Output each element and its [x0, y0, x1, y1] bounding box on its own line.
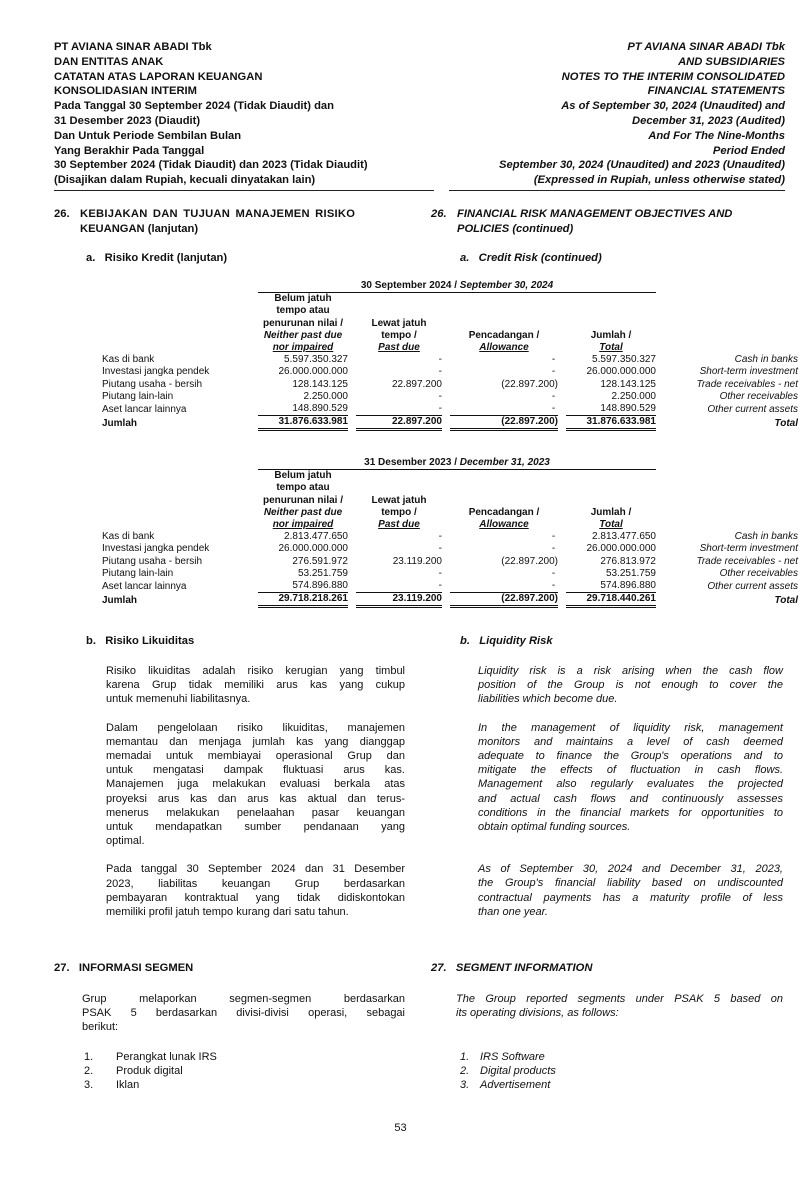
- cell-value: 5.597.350.327: [592, 354, 656, 366]
- text-line: Dalam pengelolaan risiko likuiditas, manajemen: [106, 721, 405, 734]
- column-header: [450, 293, 558, 355]
- row-label: Investasi jangka pendek: [102, 543, 210, 555]
- table-row: [102, 379, 798, 391]
- column-header-line: penurunan nilai /: [262, 494, 343, 506]
- cell-value: -: [551, 531, 558, 543]
- text-line: The Group reported segments under PSAK 5 based on: [456, 993, 783, 1005]
- cell-value: (22.897.200): [450, 416, 558, 430]
- segment-text-id: [82, 992, 405, 1035]
- text-line: adequate to finance the Group's operations and to: [478, 750, 783, 763]
- table-row: [102, 403, 798, 416]
- text-line: liabilities which become due.: [478, 693, 618, 706]
- spacer: [102, 457, 258, 470]
- column-header-line: tempo atau: [276, 305, 330, 317]
- text-line: memantau dan menjaga jumlah kas yang dianggap: [106, 735, 405, 748]
- list-text: Iklan: [116, 1079, 140, 1092]
- text-line: untuk mengatasi dampak fluktuasi arus kas.: [106, 764, 405, 777]
- column-header-line: Lewat jatuh: [371, 494, 427, 506]
- header-line: (Expressed in Rupiah, unless otherwise stated): [533, 174, 785, 187]
- text-line: obtain optimal funding sources.: [478, 821, 631, 834]
- list-text: Perangkat lunak IRS: [116, 1051, 217, 1063]
- period-header: [258, 457, 656, 470]
- cell-value: 22.897.200: [391, 378, 442, 390]
- header-line: As of September 30, 2024 (Unaudited) and: [561, 100, 785, 113]
- list-text: Digital products: [480, 1065, 556, 1078]
- row-label: Jumlah: [102, 417, 138, 429]
- spacer: [348, 403, 356, 416]
- list-number: 2.: [84, 1065, 94, 1078]
- column-header-line: Belum jatuh: [274, 470, 332, 482]
- header-left-rule: [54, 190, 434, 191]
- list-number: 2.: [460, 1065, 470, 1078]
- row-label: Piutang usaha - bersih: [102, 378, 203, 390]
- liquidity-text-en: [478, 664, 783, 919]
- header-line: Period Ended: [712, 144, 785, 157]
- text-line: position of the Group is not enough to cover the: [478, 679, 783, 692]
- header-line: 31 Desember 2023 (Diaudit): [54, 114, 201, 127]
- column-header: [258, 470, 348, 532]
- cell-value: 574.896.880: [258, 580, 348, 593]
- spacer: [558, 416, 566, 430]
- subsection-b-title-id: b. Risiko Likuiditas: [86, 635, 195, 647]
- spacer: [348, 379, 356, 391]
- row-label-en: Total: [774, 417, 798, 429]
- spacer: [442, 366, 450, 378]
- spacer: [442, 580, 450, 593]
- cell-value: 276.813.972: [600, 555, 656, 567]
- row-label-en: Other current assets: [707, 403, 798, 415]
- cell-value: -: [551, 354, 558, 366]
- spacer: [102, 470, 258, 532]
- section-title-line1: KEBIJAKAN DAN TUJUAN MANAJEMEN RISIKO: [80, 208, 356, 220]
- spacer: [442, 379, 450, 391]
- column-header-line: Past due: [378, 342, 420, 354]
- column-header-line: penurunan nilai /: [262, 317, 343, 329]
- header-line: September 30, 2024 (Unaudited) and 2023 (Unaudited): [499, 159, 785, 172]
- spacer: [348, 543, 356, 555]
- cell-value: (22.897.200): [501, 378, 558, 390]
- list-number: 3.: [84, 1079, 94, 1092]
- paragraph: [106, 664, 405, 707]
- column-header-line: Allowance: [479, 519, 529, 531]
- text-line: conditions in the financial markets for opportunities to: [478, 806, 783, 819]
- spacer: [348, 568, 356, 580]
- period-en: September 30, 2024: [459, 280, 554, 291]
- period-id: 30 September 2024 /: [360, 280, 460, 291]
- row-label-en: Total: [774, 594, 798, 606]
- cell-value: 148.890.529: [566, 403, 656, 416]
- cell-value: (22.897.200): [501, 555, 558, 567]
- row-label-en: Other current assets: [707, 580, 798, 592]
- row-label-en: Other receivables: [719, 567, 798, 579]
- spacer: [558, 293, 566, 355]
- header-line: Yang Berakhir Pada Tanggal: [54, 144, 205, 157]
- cell-value: -: [438, 390, 442, 402]
- paragraph: [106, 721, 405, 849]
- row-label: Aset lancar lainnya: [102, 580, 187, 592]
- text-line: Management also regularly evaluates the projected: [478, 778, 783, 791]
- text-line: memiliki profil jatuh tempo kurang dari satu tahun.: [106, 906, 349, 919]
- row-label-en: Other receivables: [719, 390, 798, 402]
- column-header-line: Total: [599, 342, 623, 354]
- text-line: contractual payments has a maturity profile of less: [478, 891, 783, 904]
- credit-risk-table-2023: [102, 457, 798, 608]
- text-line: Liquidity risk is a risk arising when the cash flow: [478, 665, 783, 677]
- column-header-line: Neither past due: [263, 506, 343, 518]
- spacer: [442, 470, 450, 532]
- spacer: [558, 531, 566, 543]
- text-line: menerus melakukan penelaahan pasar keuangan: [106, 806, 405, 819]
- text-line: monitors and maintains a level of cash deemed: [478, 735, 783, 748]
- column-header-line: tempo /: [381, 506, 417, 518]
- cell-value: -: [450, 403, 558, 416]
- spacer: [442, 556, 450, 568]
- cell-value: -: [438, 567, 442, 579]
- cell-value: 2.250.000: [303, 390, 348, 402]
- spacer: [442, 391, 450, 403]
- spacer: [348, 391, 356, 403]
- section-number: 26.: [431, 208, 447, 220]
- total-row: [102, 416, 798, 430]
- column-header-line: Neither past due: [263, 329, 343, 341]
- spacer: [348, 416, 356, 430]
- spacer: [348, 580, 356, 593]
- table-row: [102, 366, 798, 378]
- text-line: optimal.: [106, 835, 145, 848]
- section-title-line1: FINANCIAL RISK MANAGEMENT OBJECTIVES AND: [457, 208, 733, 220]
- column-header: [566, 293, 656, 355]
- spacer: [102, 280, 258, 293]
- header-right: [425, 40, 785, 188]
- table-row: [102, 543, 798, 555]
- list-number: 3.: [460, 1079, 470, 1092]
- header-line: AND SUBSIDIARIES: [678, 55, 785, 68]
- cell-value: 574.896.880: [566, 580, 656, 593]
- text-line: than one year.: [478, 905, 548, 918]
- header-line: Pada Tanggal 30 September 2024 (Tidak Diaudit) dan: [54, 100, 334, 113]
- cell-value: 26.000.000.000: [586, 543, 656, 555]
- spacer: [442, 293, 450, 355]
- subsection-b-title-en: b. Liquidity Risk: [460, 635, 553, 647]
- section-27-title-id: 27. INFORMASI SEGMEN: [54, 962, 194, 974]
- column-header-line: Pencadangan /: [468, 506, 540, 518]
- column-header-line: nor impaired: [272, 519, 334, 531]
- column-header-line: Past due: [378, 519, 420, 531]
- cell-value: 5.597.350.327: [284, 354, 348, 366]
- table-row: [102, 556, 798, 568]
- spacer: [656, 280, 798, 293]
- text-line: PSAK 5 berdasarkan divisi-divisi operasi, sebagai: [82, 1007, 405, 1020]
- table-row: [102, 391, 798, 403]
- column-header-line: Total: [599, 519, 623, 531]
- text-line: its operating divisions, as follows:: [456, 1007, 619, 1020]
- column-header-line: Jumlah /: [590, 329, 632, 341]
- spacer: [558, 580, 566, 593]
- paragraph: [478, 862, 783, 919]
- spacer: [558, 379, 566, 391]
- row-label-en: Trade receivables - net: [696, 378, 798, 390]
- cell-value: -: [551, 366, 558, 378]
- spacer: [102, 293, 258, 355]
- cell-value: 29.718.440.261: [566, 593, 656, 607]
- column-header: [356, 470, 442, 532]
- row-label-en: Trade receivables - net: [696, 555, 798, 567]
- list-item: [460, 1050, 556, 1064]
- column-header: [450, 470, 558, 532]
- row-label: Kas di bank: [102, 354, 155, 366]
- spacer: [558, 568, 566, 580]
- list-item: [84, 1064, 217, 1078]
- cell-value: 23.119.200: [392, 555, 442, 567]
- header-line: (Disajikan dalam Rupiah, kecuali dinyatakan lain): [54, 174, 316, 187]
- cell-value: -: [356, 403, 442, 416]
- list-text: IRS Software: [480, 1051, 545, 1063]
- column-header-line: tempo atau: [276, 482, 330, 494]
- cell-value: 128.143.125: [600, 378, 656, 390]
- table-row: [102, 568, 798, 580]
- header-line: And For The Nine-Months: [648, 129, 785, 142]
- cell-value: -: [438, 531, 442, 543]
- list-text: Advertisement: [480, 1079, 551, 1092]
- cell-value: 23.119.200: [356, 593, 442, 607]
- row-label: Jumlah: [102, 594, 138, 606]
- row-label-en: Short-term investment: [699, 543, 798, 555]
- section-number: 26.: [54, 208, 70, 220]
- spacer: [558, 556, 566, 568]
- spacer: [656, 457, 798, 470]
- paragraph: [478, 721, 783, 835]
- cell-value: 128.143.125: [292, 378, 348, 390]
- list-item: [460, 1078, 556, 1092]
- cell-value: 31.876.633.981: [566, 416, 656, 430]
- credit-risk-table-2024: [102, 280, 798, 431]
- spacer: [656, 293, 798, 355]
- cell-value: (22.897.200): [450, 593, 558, 607]
- spacer: [442, 354, 450, 366]
- text-line: the Group's financial liability based on undiscounted: [478, 877, 783, 890]
- row-label: Kas di bank: [102, 531, 155, 543]
- spacer: [348, 366, 356, 378]
- spacer: [442, 416, 450, 430]
- column-header-line: Lewat jatuh: [371, 317, 427, 329]
- list-number: 1.: [84, 1051, 94, 1063]
- cell-value: -: [551, 543, 558, 555]
- header-line: KONSOLIDASIAN INTERIM: [54, 85, 197, 98]
- header-line: PT AVIANA SINAR ABADI Tbk: [54, 41, 212, 53]
- text-line: pembayaran kontraktual yang tidak didiskontokan: [106, 891, 405, 904]
- segment-list-id: [84, 1050, 217, 1093]
- column-header: [566, 470, 656, 532]
- paragraph: [106, 862, 405, 919]
- spacer: [442, 568, 450, 580]
- row-label: Piutang lain-lain: [102, 390, 174, 402]
- text-line: proyeksi arus kas dan arus kas aktual dan terus-: [106, 792, 405, 805]
- spacer: [442, 403, 450, 416]
- spacer: [348, 470, 356, 532]
- list-item: [84, 1050, 217, 1064]
- cell-value: 22.897.200: [356, 416, 442, 430]
- cell-value: 26.000.000.000: [586, 366, 656, 378]
- header-line: 30 September 2024 (Tidak Diaudit) dan 2023 (Tidak Diaudit): [54, 159, 368, 172]
- spacer: [558, 403, 566, 416]
- header-line: PT AVIANA SINAR ABADI Tbk: [627, 41, 785, 53]
- text-line: Risiko likuiditas adalah risiko kerugian yang timbul: [106, 665, 405, 677]
- paragraph: [478, 664, 783, 707]
- cell-value: 2.250.000: [611, 390, 656, 402]
- spacer: [442, 593, 450, 607]
- header-line: Dan Untuk Periode Sembilan Bulan: [54, 129, 242, 142]
- text-line: Pada tanggal 30 September 2024 dan 31 Desember: [106, 863, 405, 876]
- cell-value: 26.000.000.000: [278, 366, 348, 378]
- row-label-en: Cash in banks: [734, 354, 798, 366]
- cell-value: -: [551, 390, 558, 402]
- spacer: [348, 556, 356, 568]
- section-27-title-en: 27. SEGMENT INFORMATION: [431, 962, 593, 974]
- segment-text-en: [456, 992, 783, 1020]
- subsection-a-title-id: a. Risiko Kredit (lanjutan): [86, 252, 228, 264]
- period-en: December 31, 2023: [459, 457, 550, 468]
- header-right-rule: [449, 190, 785, 191]
- header-line: December 31, 2023 (Audited): [632, 114, 785, 127]
- section-26-title-en: [431, 207, 791, 236]
- section-title-line2: POLICIES (continued): [457, 222, 574, 235]
- row-label: Investasi jangka pendek: [102, 366, 210, 378]
- cell-value: -: [438, 354, 442, 366]
- table-row: [102, 354, 798, 366]
- spacer: [558, 354, 566, 366]
- text-line: mitigate the effects of fluctuation in cash flows.: [478, 764, 783, 777]
- column-header-line: tempo /: [381, 329, 417, 341]
- row-label: Piutang usaha - bersih: [102, 555, 203, 567]
- column-header: [356, 293, 442, 355]
- row-label: Piutang lain-lain: [102, 567, 174, 579]
- cell-value: 29.718.218.261: [258, 593, 348, 607]
- table-row: [102, 580, 798, 593]
- subsection-a-title-en: a. Credit Risk (continued): [460, 252, 602, 264]
- header-line: NOTES TO THE INTERIM CONSOLIDATED: [561, 70, 785, 83]
- cell-value: -: [450, 580, 558, 593]
- header-line: FINANCIAL STATEMENTS: [647, 85, 785, 98]
- cell-value: 276.591.972: [292, 555, 348, 567]
- row-label-en: Cash in banks: [734, 531, 798, 543]
- cell-value: 26.000.000.000: [278, 543, 348, 555]
- spacer: [558, 470, 566, 532]
- segment-list-en: [460, 1050, 556, 1093]
- text-line: memadai untuk membiayai operasional Grup dan: [106, 750, 405, 763]
- column-header-line: Belum jatuh: [274, 293, 332, 305]
- column-header-line: Jumlah /: [590, 506, 632, 518]
- column-header-line: Allowance: [479, 342, 529, 354]
- cell-value: -: [356, 580, 442, 593]
- text-line: 2023, liabilitas keuangan Grup berdasarkan: [106, 877, 405, 890]
- page-number: 53: [394, 1122, 407, 1134]
- header-line: CATATAN ATAS LAPORAN KEUANGAN: [54, 70, 263, 83]
- column-header-line: nor impaired: [272, 342, 334, 354]
- spacer: [558, 391, 566, 403]
- spacer: [348, 354, 356, 366]
- list-number: 1.: [460, 1051, 470, 1063]
- header-line: DAN ENTITAS ANAK: [54, 55, 164, 68]
- spacer: [558, 543, 566, 555]
- cell-value: -: [438, 543, 442, 555]
- spacer: [558, 366, 566, 378]
- spacer: [442, 543, 450, 555]
- row-label-en: Short-term investment: [699, 366, 798, 378]
- text-line: untuk memenuhi liabilitasnya.: [106, 693, 251, 706]
- text-line: Grup melaporkan segmen-segmen berdasarkan: [82, 993, 405, 1005]
- table-row: [102, 531, 798, 543]
- cell-value: 148.890.529: [258, 403, 348, 416]
- spacer: [348, 293, 356, 355]
- cell-value: 2.813.477.650: [284, 531, 348, 543]
- cell-value: 2.813.477.650: [592, 531, 656, 543]
- list-item: [84, 1078, 217, 1092]
- text-line: berikut:: [82, 1021, 119, 1034]
- column-header-line: Pencadangan /: [468, 329, 540, 341]
- section-title-line2: KEUANGAN (lanjutan): [80, 222, 199, 235]
- spacer: [558, 593, 566, 607]
- header-left: [54, 40, 434, 188]
- spacer: [348, 593, 356, 607]
- row-label: Aset lancar lainnya: [102, 403, 187, 415]
- cell-value: 31.876.633.981: [258, 416, 348, 430]
- cell-value: -: [438, 366, 442, 378]
- text-line: As of September 30, 2024 and December 31, 2023,: [478, 863, 783, 876]
- spacer: [656, 470, 798, 532]
- period-id: 31 Desember 2023 /: [364, 457, 460, 468]
- total-row: [102, 593, 798, 607]
- period-header: [258, 280, 656, 293]
- text-line: karena Grup tidak memiliki arus kas yang cukup: [106, 679, 405, 692]
- cell-value: -: [551, 567, 558, 579]
- column-header: [258, 293, 348, 355]
- text-line: untuk mendapatkan sumber pendanaan yang: [106, 821, 405, 834]
- list-text: Produk digital: [116, 1065, 183, 1078]
- liquidity-text-id: [106, 664, 405, 919]
- text-line: and actual cash flows and continuously assesses: [478, 792, 783, 805]
- text-line: In the management of liquidity risk, management: [478, 721, 783, 734]
- spacer: [442, 531, 450, 543]
- cell-value: 53.251.759: [297, 567, 348, 579]
- text-line: Manajemen juga melakukan evaluasi berkala atas: [106, 778, 405, 791]
- spacer: [348, 531, 356, 543]
- list-item: [460, 1064, 556, 1078]
- cell-value: 53.251.759: [605, 567, 656, 579]
- section-26-title-id: [54, 207, 414, 236]
